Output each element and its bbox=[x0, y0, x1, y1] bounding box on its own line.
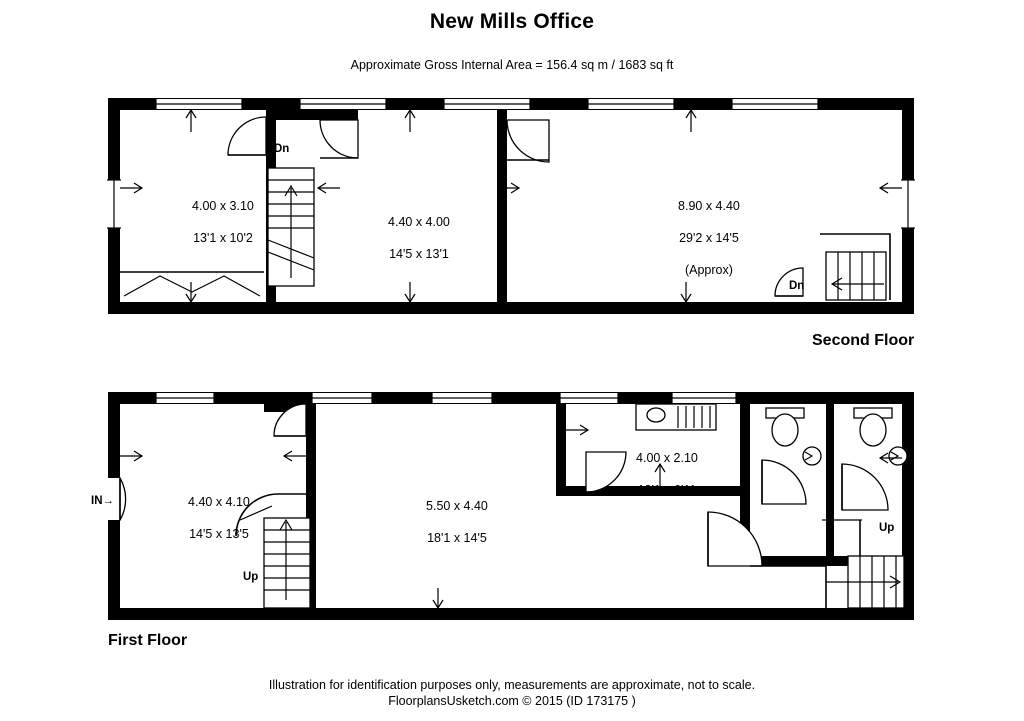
entrance-label: IN→ bbox=[91, 495, 114, 507]
first-floor-door-4 bbox=[762, 460, 806, 504]
first-floor-wc-2 bbox=[854, 408, 907, 465]
second-floor-left-window bbox=[107, 180, 121, 228]
room-label-first-3: 4.00 x 2.10 13'1 x 6'11 bbox=[636, 451, 698, 497]
first-floor-door-3 bbox=[708, 512, 762, 566]
second-floor-door-1 bbox=[228, 117, 266, 155]
second-floor-door-3 bbox=[507, 120, 549, 162]
floor-label-first: First Floor bbox=[108, 632, 188, 649]
second-floor-cupboard bbox=[120, 272, 264, 296]
second-floor-stairs-right bbox=[820, 234, 890, 300]
first-floor-wc-1 bbox=[766, 408, 821, 465]
stair-label-first-left: Up bbox=[243, 571, 259, 583]
room-label-second-2: 4.40 x 4.00 14'5 x 13'1 bbox=[388, 215, 450, 261]
room-label-first-1: 4.40 x 4.10 14'5 x 13'5 bbox=[188, 495, 250, 541]
footer-credit: FloorplansUsketch.com © 2015 (ID 173175 ) bbox=[388, 694, 636, 708]
room-label-second-3: 8.90 x 4.40 29'2 x 14'5 (Approx) bbox=[678, 199, 740, 277]
room-label-second-1: 4.00 x 3.10 13'1 x 10'2 bbox=[192, 199, 254, 245]
first-floor-partition-2 bbox=[556, 404, 566, 494]
first-floor-partition-6 bbox=[826, 404, 834, 556]
footer-disclaimer: Illustration for identification purposes only, measurements are approximate, not to scale. bbox=[268, 678, 756, 692]
floor-label-second: Second Floor bbox=[812, 332, 915, 349]
first-floor-kitchen-counter bbox=[636, 404, 716, 430]
stair-label-first-right: Up bbox=[879, 522, 895, 534]
first-floor-bottom-wall bbox=[108, 608, 914, 620]
first-floor-door-5 bbox=[842, 464, 888, 510]
page-subtitle: Approximate Gross Internal Area = 156.4 sq m / 1683 sq ft bbox=[350, 58, 674, 72]
second-floor-right-window bbox=[901, 180, 915, 228]
room-label-first-2: 5.50 x 4.40 18'1 x 14'5 bbox=[426, 499, 488, 545]
stair-label-second-left: Dn bbox=[274, 143, 290, 155]
second-floor-stair-head-wall bbox=[266, 110, 358, 120]
second-floor-door-2 bbox=[320, 120, 358, 158]
second-floor-bottom-wall bbox=[108, 302, 914, 314]
stair-label-second-right: Dn bbox=[789, 280, 805, 292]
first-floor-top-wall bbox=[108, 392, 914, 404]
second-floor-partition-2 bbox=[497, 110, 507, 302]
page-title: New Mills Office bbox=[429, 10, 595, 33]
